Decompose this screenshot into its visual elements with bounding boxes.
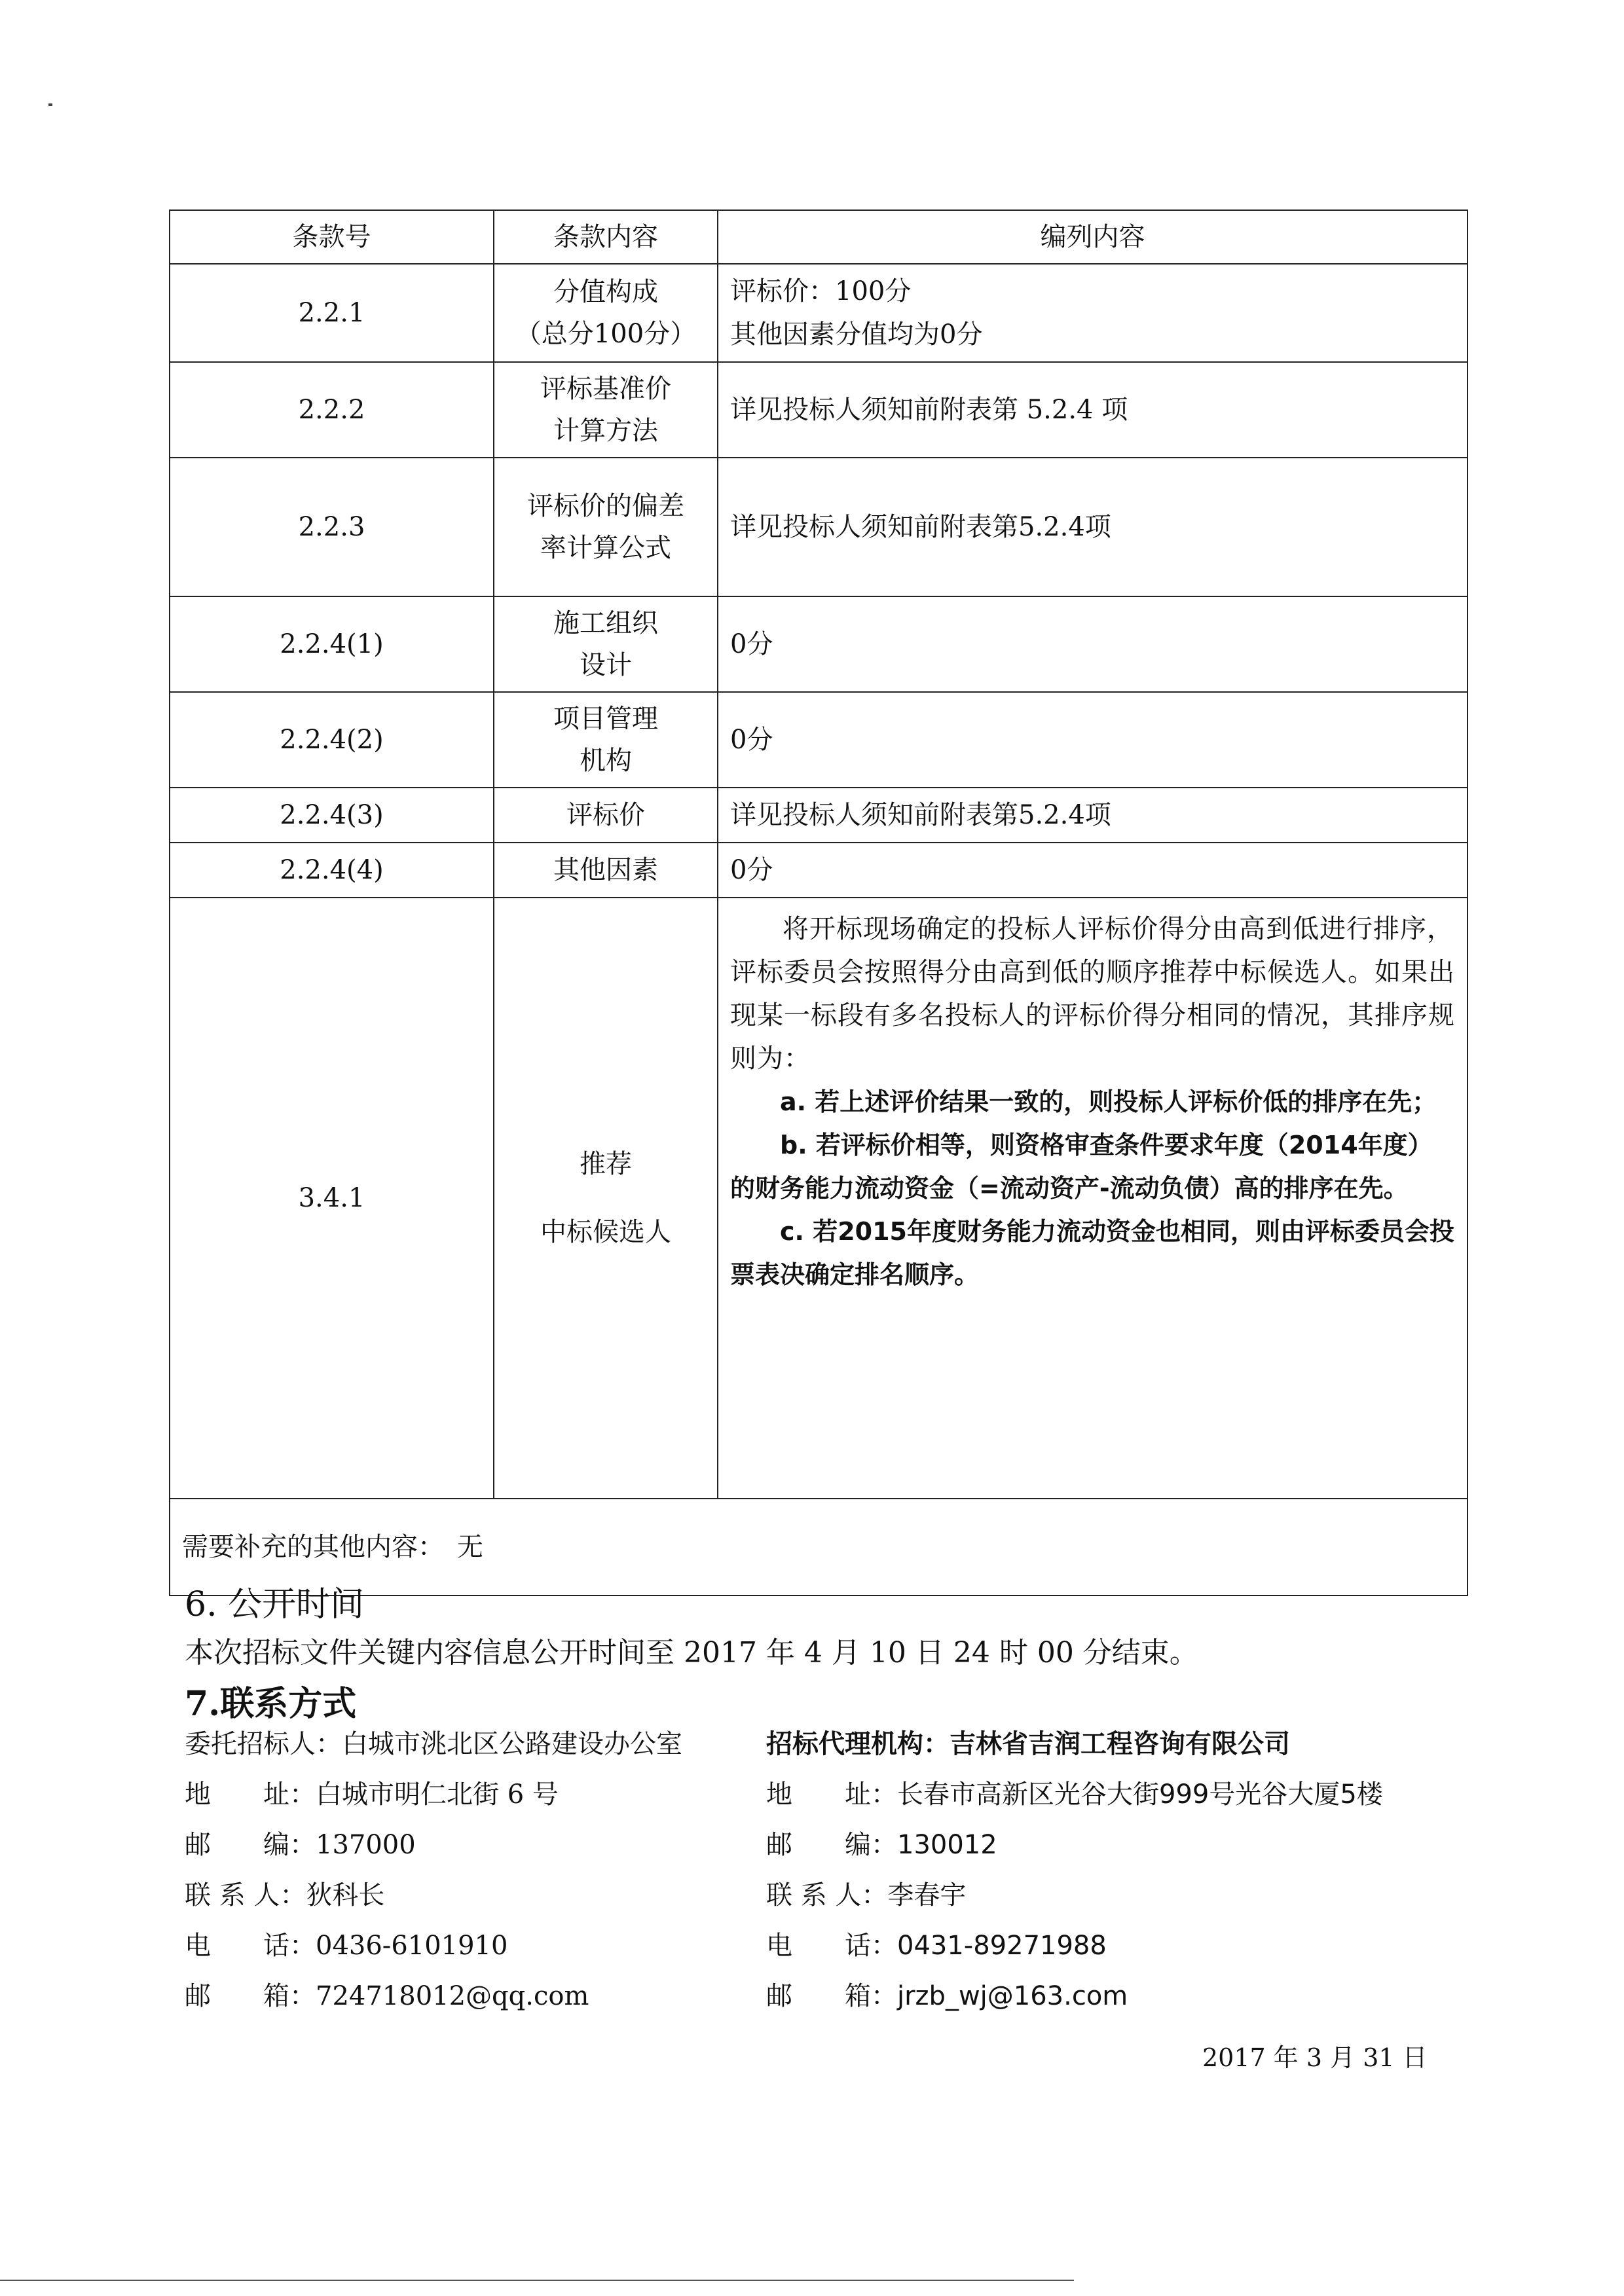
phone-label: 电 话： [766,1931,897,1961]
scan-bottom-edge [0,2280,1074,2281]
terms-table [169,210,1468,1596]
clause-detail [718,692,1467,788]
disclosure-period-text: 本次招标文件关键内容信息公开时间至 2017 年 4 月 10 日 24 时 00 分结束。 [185,1636,1198,1669]
section-6-title: 6. 公开时间 [185,1585,365,1624]
clause-content [494,843,718,898]
tenderer-name: 白城市洮北区公路建设办公室 [342,1729,682,1759]
agency-name: 吉林省吉润工程咨询有限公司 [950,1729,1290,1759]
contact-label: 联 系 人： [766,1880,888,1910]
clause-no: 2.2.3 [170,458,494,596]
clause-content [494,264,718,362]
clause-content-line: 计算方法 [553,416,658,446]
clause-no: 2.2.1 [170,264,494,362]
ranking-rule-b: b. 若评标价相等，则资格审查条件要求年度（2014年度）的财务能力流动资金（=流动资产-流动负债）高的排序在先。 [730,1131,1433,1203]
table-row [170,692,1467,788]
tenderer-email: 724718012@qq.com [316,1981,589,2011]
supplement-content: 需要补充的其他内容： 无 [170,1499,1467,1595]
clause-content-line: （总分100分） [515,319,697,349]
clause-content [494,898,718,1499]
address-label: 地 址： [766,1779,897,1810]
table-header-row [170,210,1467,264]
agency-address-row [766,1770,1383,1820]
clause-content-line: 中标候选人 [540,1217,671,1247]
agency-name-row [766,1719,1383,1770]
tenderer-phone-row [185,1921,682,1971]
table-row [170,458,1467,596]
clause-no: 2.2.4(4) [170,843,494,898]
tenderer-name-row [185,1719,682,1770]
detail-line: 0分 [730,725,773,755]
clause-no: 2.2.4(1) [170,596,494,692]
agency-label: 招标代理机构： [766,1729,950,1759]
clause-detail [718,362,1467,458]
clause-detail [718,788,1467,843]
clause-content-line: 评标价 [566,800,645,830]
table-row [170,596,1467,692]
agency-contact-block [766,1719,1383,2022]
tenderer-label: 委托招标人： [185,1729,342,1759]
clause-no: 3.4.1 [170,898,494,1499]
clause-content [494,788,718,843]
clause-content-line: 其他因素 [553,855,658,885]
table-row [170,788,1467,843]
tenderer-email-row [185,1971,682,2022]
table-row-supplement [170,1499,1467,1595]
email-label: 邮 箱： [185,1981,316,2011]
detail-line: 0分 [730,855,773,885]
header-detail: 编列内容 [718,210,1467,264]
clause-no: 2.2.4(2) [170,692,494,788]
clause-content-line: 率计算公式 [540,533,671,563]
tenderer-contact-block [185,1719,682,2022]
header-clause-no: 条款号 [170,210,494,264]
address-label: 地 址： [185,1779,316,1810]
clause-detail [718,596,1467,692]
agency-phone-row [766,1921,1383,1971]
clause-detail [718,898,1467,1499]
agency-contact: 李春宇 [887,1880,967,1910]
clause-no: 2.2.2 [170,362,494,458]
tenderer-postcode: 137000 [316,1830,416,1860]
detail-line: 其他因素分值均为0分 [730,319,983,350]
agency-phone: 0431-89271988 [897,1931,1107,1961]
clause-content-line: 分值构成 [553,277,658,307]
clause-content-line: 推荐 [580,1149,632,1179]
clause-content-line: 评标价的偏差 [527,491,684,521]
contact-label: 联 系 人： [185,1880,306,1910]
clause-content-line: 项目管理 [553,704,658,734]
clause-content [494,596,718,692]
tenderer-address: 白城市明仁北街 6 号 [316,1779,559,1810]
clause-no: 2.2.4(3) [170,788,494,843]
tenderer-contact: 狄科长 [306,1880,385,1910]
agency-email-row [766,1971,1383,2022]
clause-content-line: 施工组织 [553,608,658,638]
clause-detail [718,264,1467,362]
phone-label: 电 话： [185,1931,316,1961]
detail-line: 0分 [730,629,773,659]
header-clause-content: 条款内容 [494,210,718,264]
clause-content [494,692,718,788]
scan-speck [0,0,79,131]
clause-detail [718,843,1467,898]
clause-content-line: 评标基准价 [540,374,671,404]
ranking-rule-intro: 将开标现场确定的投标人评标价得分由高到低进行排序，评标委员会按照得分由高到低的顺序推荐中标候选人。如果出现某一标段有多名投标人的评标价得分相同的情况，其排序规则为： [730,914,1455,1074]
ranking-rule-a: a. 若上述评价结果一致的，则投标人评标价低的排序在先； [780,1087,1437,1116]
tenderer-address-row [185,1770,682,1820]
document-date: 2017 年 3 月 31 日 [1202,2043,1428,2072]
section-7-title: 7.联系方式 [185,1684,357,1724]
agency-postcode-row [766,1820,1383,1870]
postcode-label: 邮 编： [185,1830,316,1860]
detail-line: 详见投标人须知前附表第5.2.4项 [730,512,1111,542]
agency-address: 长春市高新区光谷大街999号光谷大厦5楼 [897,1779,1383,1810]
table-row [170,843,1467,898]
detail-line: 详见投标人须知前附表第5.2.4项 [730,800,1111,830]
clause-detail [718,458,1467,596]
clause-content-line: 设计 [580,650,632,680]
tenderer-contact-row [185,1870,682,1921]
clause-content [494,458,718,596]
email-label: 邮 箱： [766,1981,897,2011]
tenderer-phone: 0436-6101910 [316,1931,508,1961]
agency-contact-row [766,1870,1383,1921]
detail-line: 评标价：100分 [730,276,912,306]
table-row [170,362,1467,458]
postcode-label: 邮 编： [766,1830,897,1860]
detail-line: 详见投标人须知前附表第 5.2.4 项 [730,395,1128,425]
clause-content [494,362,718,458]
tenderer-postcode-row [185,1820,682,1870]
clause-content-line: 机构 [580,746,632,776]
agency-postcode: 130012 [897,1830,997,1860]
table-row [170,264,1467,362]
agency-email: jrzb_wj@163.com [897,1981,1128,2011]
table-row [170,898,1467,1499]
ranking-rule-c: c. 若2015年度财务能力流动资金也相同，则由评标委员会投票表决确定排名顺序。 [730,1217,1454,1289]
